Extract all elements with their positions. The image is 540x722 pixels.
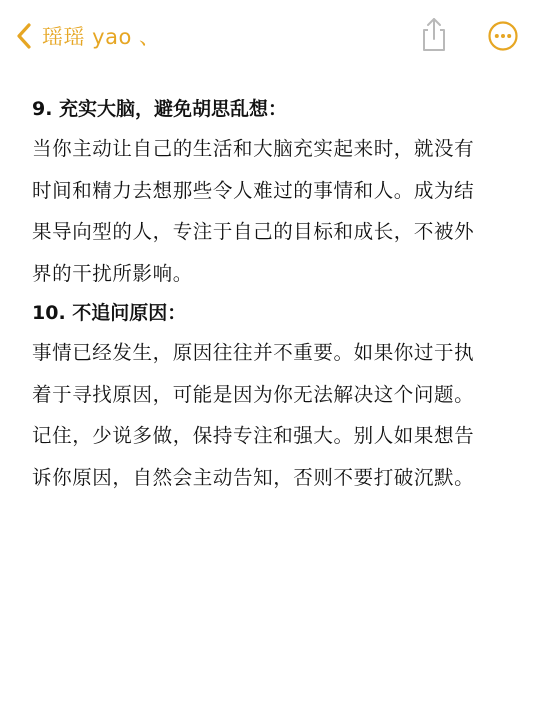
ellipsis-circle-icon xyxy=(487,20,519,52)
share-icon xyxy=(417,16,451,54)
text-line: 记住，少说多做，保持专注和强大。别人如果想告 xyxy=(32,424,475,447)
note-content[interactable] xyxy=(32,90,522,498)
text-line: 事情已经发生，原因往往并不重要。如果你过于执 xyxy=(32,341,475,364)
more-options-button[interactable] xyxy=(487,20,519,52)
section-paragraph xyxy=(32,128,522,294)
section-heading: 9. 充实大脑，避免胡思乱想： xyxy=(32,98,288,120)
text-line: 着于寻找原因，可能是因为你无法解决这个问题。 xyxy=(32,382,475,406)
navigation-bar xyxy=(0,0,540,72)
note-section xyxy=(32,90,522,294)
text-line: 诉你原因，自然会主动告知，否则不要打破沉默。 xyxy=(32,465,475,489)
chevron-left-icon xyxy=(12,20,38,52)
back-button[interactable] xyxy=(12,20,161,52)
section-heading: 10. 不追问原因： xyxy=(32,302,187,324)
back-button-label: 瑶瑶 yao 、 xyxy=(42,25,161,49)
text-line: 界的干扰所影响。 xyxy=(32,261,193,285)
note-section xyxy=(32,294,522,498)
text-line: 当你主动让自己的生活和大脑充实起来时，就没有 xyxy=(32,137,475,160)
section-paragraph xyxy=(32,332,522,498)
share-button[interactable] xyxy=(417,16,451,54)
text-line: 时间和精力去想那些令人难过的事情和人。成为结 xyxy=(32,178,475,202)
text-line: 果导向型的人，专注于自己的目标和成长，不被外 xyxy=(32,220,475,243)
